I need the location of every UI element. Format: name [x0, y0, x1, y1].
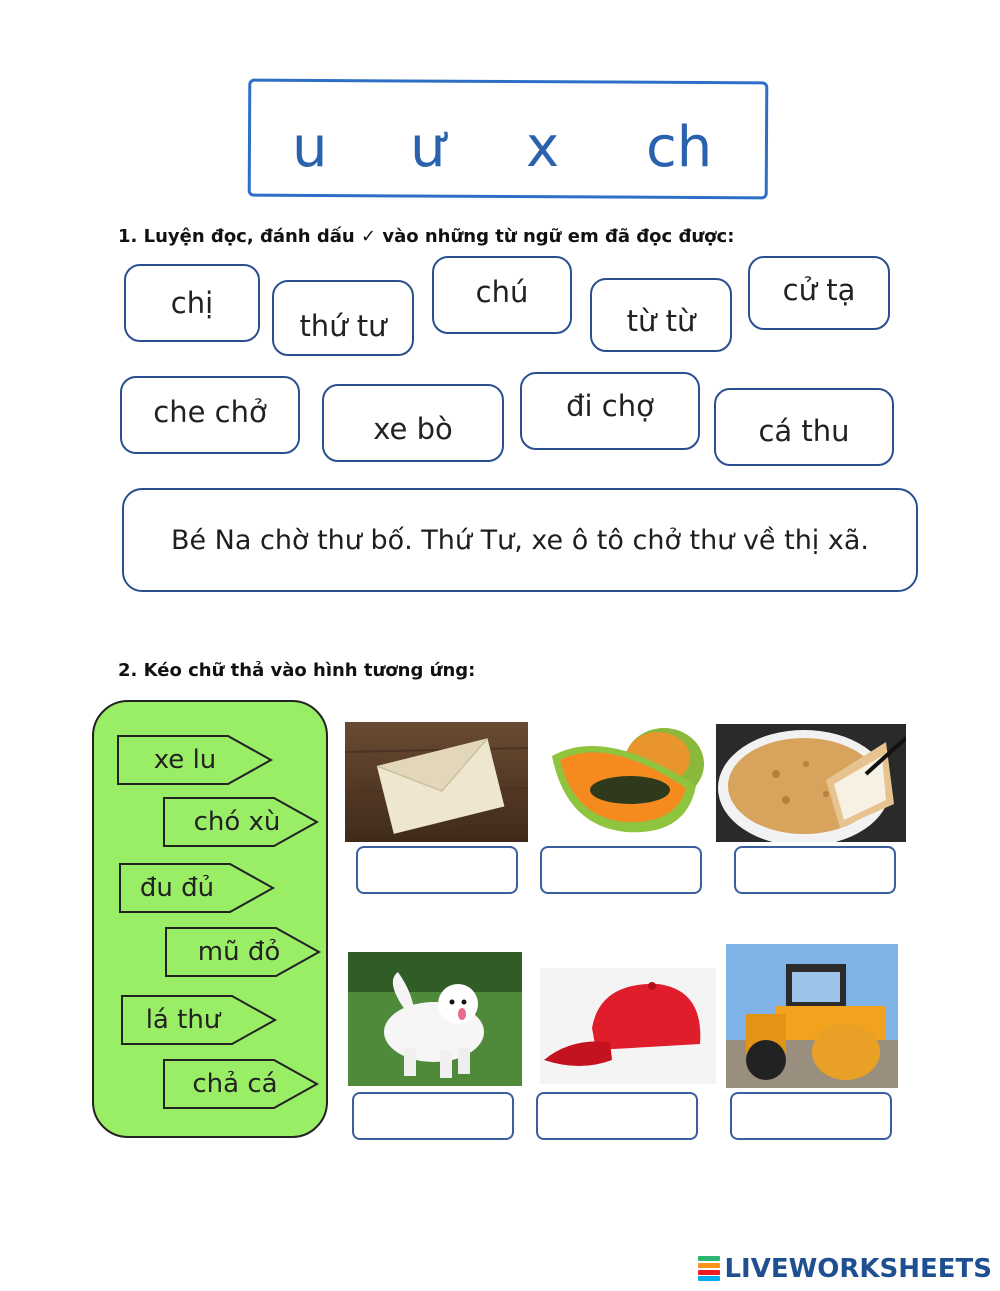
brand-text: LIVEWORKSHEETS — [724, 1254, 992, 1284]
word-box-chu[interactable] — [432, 256, 572, 334]
tag-label: chó xù — [193, 807, 281, 837]
letter-u: u — [292, 115, 328, 180]
drop-box-road-roller[interactable] — [730, 1092, 892, 1140]
road-roller-image — [726, 944, 898, 1088]
tag-label: lá thư — [145, 1005, 221, 1035]
drop-box-envelope[interactable] — [356, 846, 518, 894]
drag-tag-xe-lu[interactable] — [116, 734, 276, 786]
liveworksheets-logo — [698, 1254, 992, 1284]
tag-label: đu đủ — [139, 873, 215, 903]
word-label: thứ tư — [299, 309, 387, 343]
drop-box-dog[interactable] — [352, 1092, 514, 1140]
drag-tag-la-thu[interactable] — [120, 994, 280, 1046]
word-label: từ từ — [626, 304, 696, 338]
sentence-box[interactable] — [122, 488, 918, 592]
word-label: chú — [475, 275, 529, 309]
letter-ch: ch — [646, 115, 713, 180]
drop-box-red-cap[interactable] — [536, 1092, 698, 1140]
tag-label: chả cá — [192, 1069, 278, 1099]
word-box-di-cho[interactable] — [520, 372, 700, 450]
letter-u-horn: ư — [410, 115, 446, 180]
word-box-cu-ta[interactable] — [748, 256, 890, 330]
dog-image — [348, 952, 522, 1086]
section2-heading: 2. Kéo chữ thả vào hình tương ứng: — [118, 660, 476, 681]
letter-x: x — [526, 115, 560, 180]
drag-tag-cho-xu[interactable] — [162, 796, 322, 848]
word-box-xe-bo[interactable] — [322, 384, 504, 462]
word-label: cá thu — [758, 414, 850, 448]
envelope-image — [345, 722, 528, 842]
fish-cake-image — [716, 724, 906, 842]
tag-label: mũ đỏ — [197, 937, 281, 967]
word-box-tu-tu[interactable] — [590, 278, 732, 352]
sentence-text: Bé Na chờ thư bố. Thứ Tư, xe ô tô chở thư về thị xã. — [170, 524, 870, 556]
word-label: cử tạ — [782, 273, 856, 307]
word-label: đi chợ — [566, 389, 654, 423]
word-box-che-cho[interactable] — [120, 376, 300, 454]
word-box-chi[interactable] — [124, 264, 260, 342]
drag-tag-cha-ca[interactable] — [162, 1058, 322, 1110]
word-box-ca-thu[interactable] — [714, 388, 894, 466]
word-label: che chở — [153, 395, 267, 429]
drop-box-papaya[interactable] — [540, 846, 702, 894]
brand-icon — [698, 1256, 720, 1282]
red-cap-image — [540, 968, 716, 1084]
word-label: chị — [170, 286, 214, 320]
drag-tag-du-du[interactable] — [118, 862, 278, 914]
papaya-image — [546, 716, 706, 844]
tag-label: xe lu — [153, 745, 217, 775]
drag-tag-mu-do[interactable] — [164, 926, 324, 978]
word-label: xe bò — [373, 412, 453, 446]
drop-box-fish-cake[interactable] — [734, 846, 896, 894]
section1-heading: 1. Luyện đọc, đánh dấu ✓ vào những từ ngữ em đã đọc được: — [118, 226, 735, 247]
word-box-thu-tu[interactable] — [272, 280, 414, 356]
